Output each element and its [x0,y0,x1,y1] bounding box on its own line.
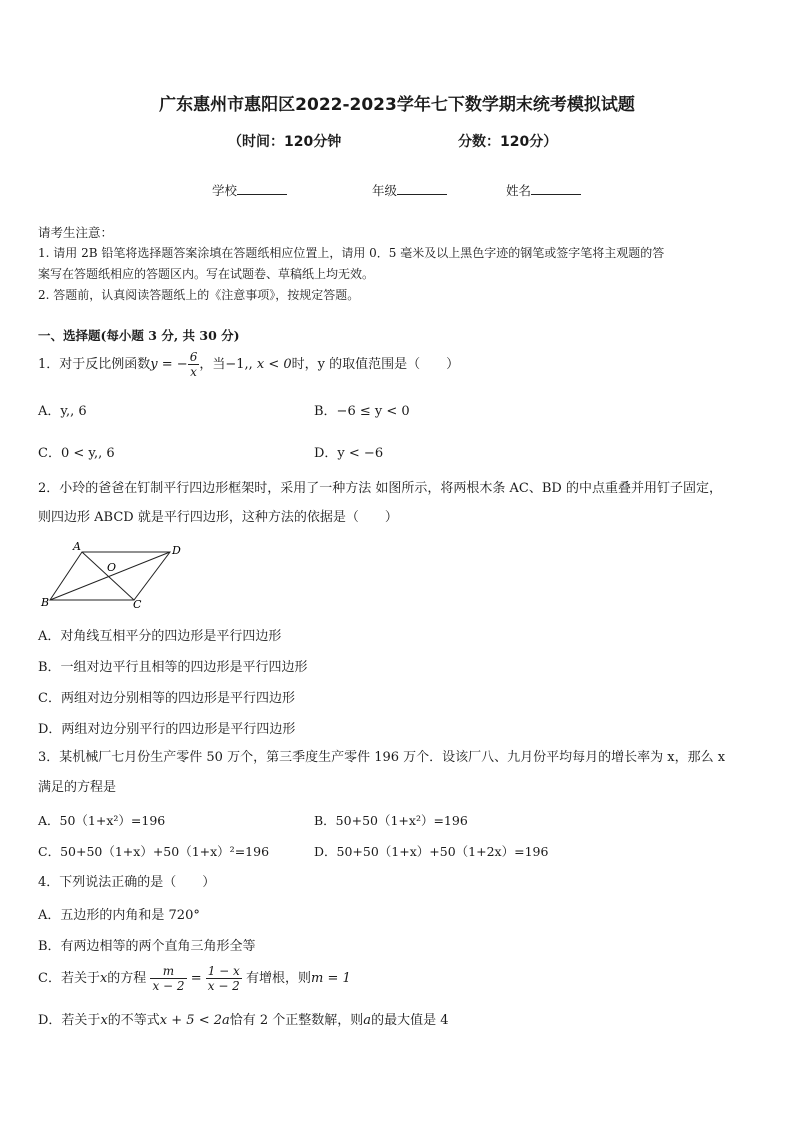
q1-den: x [190,365,197,379]
vertex-label-d: D [172,544,181,557]
section-heading: 一、选择题(每小题 3 分, 共 30 分) [38,328,240,343]
q4-option-c[interactable] [38,964,351,993]
q4c-mid: 的方程 [107,971,147,986]
vertex-label-a: A [73,542,81,553]
q4c-post: 有增根，则 [245,971,311,986]
notice-line1a: 1. 请用 2B 铅笔将选择题答案涂填在答题纸相应位置上，请用 0．5 毫米及以上黑色字迹的钢笔或签字笔将主观题的答 [38,246,665,260]
q4c-eq: = [190,971,202,986]
q4d-post: 的最大值是 4 [371,1013,449,1028]
grade-blank [397,182,447,195]
q3-option-b[interactable]: B．50+50（1+x²）=196 [314,813,468,828]
vertex-label-b: B [41,596,50,609]
vertex-label-c: C [133,598,142,611]
grade-field [372,181,447,199]
center-label-o: O [107,561,117,574]
q4d-mid: 的不等式 [107,1013,160,1028]
q2-option-c[interactable]: C．两组对边分别相等的四边形是平行四边形 [38,691,295,706]
notice-heading: 请考生注意： [38,225,114,240]
q1-mid: ，当−1,, [199,357,253,372]
q4-option-a[interactable]: A．五边形的内角和是 720° [38,908,200,923]
question-2-line1: 2．小玲的爸爸在钉制平行四边形框架时，采用了一种方法 如图所示，将两根木条 AC、BD 的中点重叠并用钉子固定， [38,481,722,496]
school-label: 学校 [212,183,238,198]
q3-option-c[interactable]: C．50+50（1+x）+50（1+x）²=196 [38,844,270,859]
q4-option-d[interactable] [38,1009,448,1028]
q1-post: 时，y 的取值范围是（ ） [291,357,460,372]
question-3-line2: 满足的方程是 [38,780,117,795]
grade-label: 年级 [372,183,398,198]
question-4-stem: 4．下列说法正确的是（ ） [38,875,216,890]
school-field [212,181,287,199]
q4c-pre: C．若关于 [38,971,100,986]
q4d-x: x [100,1013,108,1028]
q2-option-b[interactable]: B．一组对边平行且相等的四边形是平行四边形 [38,660,308,675]
q1-option-b[interactable]: B．−6 ≤ y < 0 [314,404,410,419]
q4c-fraction-1 [150,964,186,993]
q1-fraction [188,350,200,379]
q4c-fraction-2 [206,964,242,993]
q2-option-a[interactable]: A．对角线互相平分的四边形是平行四边形 [38,629,282,644]
school-blank [237,182,287,195]
exam-time: （时间：120分钟 [228,134,342,150]
q4d-pre: D．若关于 [38,1013,101,1028]
diagonal-ac [82,552,134,600]
question-2-line2: 则四边形 ABCD 就是平行四边形，这种方法的依据是（ ） [38,510,398,525]
question-1-stem [38,350,459,379]
q4c-x: x [99,971,108,986]
parallelogram-diagram [38,542,188,614]
name-label: 姓名 [506,183,532,198]
notice-line2: 2. 答题前，认真阅读答题纸上的《注意事项》，按规定答题。 [38,288,360,302]
q4c-den-2: x − 2 [207,979,240,993]
q1-cond: x < 0 [256,357,292,372]
q1-func: y = − [150,357,188,372]
name-field [506,181,581,199]
name-blank [531,182,581,195]
q1-option-d[interactable]: D．y < −6 [314,446,384,461]
q4c-m: m = 1 [310,971,351,986]
notice-line1b: 案写在答题纸相应的答题区内。写在试题卷、草稿纸上均无效。 [38,267,375,281]
q4d-mid2: 恰有 2 个正整数解，则 [229,1013,364,1028]
q3-option-d[interactable]: D．50+50（1+x）+50（1+2x）=196 [314,844,549,859]
exam-score: 分数：120分） [458,134,558,150]
q4c-num-1: m [150,964,186,979]
q1-option-a[interactable]: A．y,, 6 [38,404,87,419]
q4d-a: a [363,1013,372,1028]
q4-option-b[interactable]: B．有两边相等的两个直角三角形全等 [38,939,256,954]
page-title: 广东惠州市惠阳区2022-2023学年七下数学期末统考模拟试题 [159,95,635,115]
q1-num: 6 [189,350,198,364]
q3-option-a[interactable]: A．50（1+x²）=196 [38,813,166,828]
q4c-num-2: 1 − x [207,964,240,978]
q1-pre: 1．对于反比例函数 [38,357,151,372]
q4c-den-1: x − 2 [152,979,185,993]
q4d-ineq: x + 5 < 2a [159,1013,230,1028]
q1-option-c[interactable]: C．0 < y,, 6 [38,446,115,461]
q2-option-d[interactable]: D．两组对边分别平行的四边形是平行四边形 [38,722,296,737]
question-3-line1: 3．某机械厂七月份生产零件 50 万个，第三季度生产零件 196 万个．设该厂八、九月份平均每月的增长率为 x，那么 x [38,750,726,765]
